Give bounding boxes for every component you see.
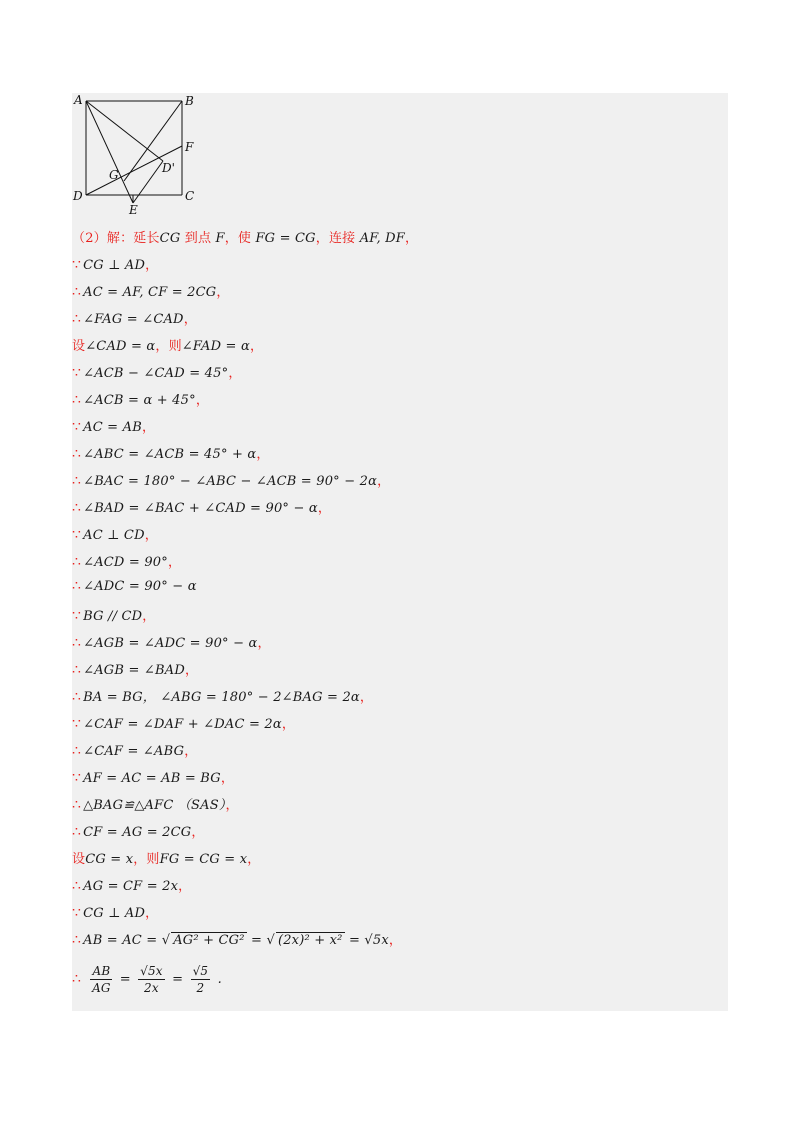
step-21: ∴ △BAG≌△AFC （SAS）， xyxy=(72,797,239,813)
step-7: ∵ AC = AB， xyxy=(72,419,156,435)
step-9: ∴ ∠BAC = 180° − ∠ABC − ∠ACB = 90° − 2α， xyxy=(72,473,391,489)
segment-ed-prime xyxy=(133,161,163,203)
fraction-ab-ag: $\frac{AB}{AG}$ xyxy=(92,964,111,995)
step-24: ∴ AG = CF = 2x， xyxy=(72,878,192,894)
label-d-prime: D' xyxy=(162,161,175,175)
step-20: ∵ AF = AC = AB = BG， xyxy=(72,770,235,786)
step-18: ∵ ∠CAF = ∠DAF + ∠DAC = 2α， xyxy=(72,716,296,732)
step-6: ∴ ∠ACB = α + 45°， xyxy=(72,392,210,408)
step-23: 设CG = x，则FG = CG = x， xyxy=(72,852,261,867)
step-8: ∴ ∠ABC = ∠ACB = 45° + α， xyxy=(72,446,270,462)
step-19: ∴ ∠CAF = ∠ABG， xyxy=(72,743,198,759)
fraction-root5-2: $\frac{√5}{2}$ xyxy=(192,964,209,995)
step-5: ∵ ∠ACB − ∠CAD = 45°， xyxy=(72,365,242,381)
step-25: ∵ CG ⊥ AD， xyxy=(72,905,159,921)
segment-ae xyxy=(86,101,133,203)
label-a: A xyxy=(74,93,83,107)
label-g: G xyxy=(109,168,119,182)
step-16: ∴ ∠AGB = ∠BAD， xyxy=(72,662,199,678)
label-b: B xyxy=(185,94,194,108)
step-final-fraction: ∴ $\frac{AB}{AG}$ = $\frac{√5x}{2x}$ = $\frac{√5}{2}$ . xyxy=(72,964,222,995)
step-4: 设∠CAD = α，则∠FAD = α， xyxy=(72,339,264,354)
geometry-figure xyxy=(72,93,207,215)
step-11: ∵ AC ⊥ CD， xyxy=(72,527,158,543)
label-c: C xyxy=(185,189,195,203)
label-f: F xyxy=(185,140,194,154)
radicand-1: AG² + CG² xyxy=(173,933,245,948)
step-13: ∴ ∠ADC = 90° − α xyxy=(72,578,197,594)
step-12: ∴ ∠ACD = 90°， xyxy=(72,554,182,570)
label-e: E xyxy=(129,203,138,215)
radicand-2: (2x)² + x² xyxy=(277,933,343,948)
step-14: ∵ BG // CD， xyxy=(72,608,156,624)
fraction-root5x-2x: $\frac{√5x}{2x}$ xyxy=(140,964,163,995)
step-1: ∵ CG ⊥ AD， xyxy=(72,257,159,273)
step-22: ∴ CF = AG = 2CG， xyxy=(72,824,205,840)
step-10: ∴ ∠BAD = ∠BAC + ∠CAD = 90° − α， xyxy=(72,500,332,516)
step-3: ∴ ∠FAG = ∠CAD， xyxy=(72,311,197,327)
step-0: （2）解：延长CG 到点 F，使 FG = CG，连接 AF, DF， xyxy=(72,231,419,246)
step-2: ∴ AC = AF, CF = 2CG， xyxy=(72,284,230,300)
label-d: D xyxy=(73,189,83,203)
solution-panel xyxy=(72,93,728,1011)
step-final-radical: ∴ AB = AC = √ AG² + CG² = √ (2x)² + x² = √5x， xyxy=(72,932,403,948)
step-15: ∴ ∠AGB = ∠ADC = 90° − α， xyxy=(72,635,271,651)
step-17: ∴ BA = BG， ∠ABG = 180° − 2∠BAG = 2α， xyxy=(72,689,374,705)
segment-ad-prime xyxy=(86,101,163,161)
